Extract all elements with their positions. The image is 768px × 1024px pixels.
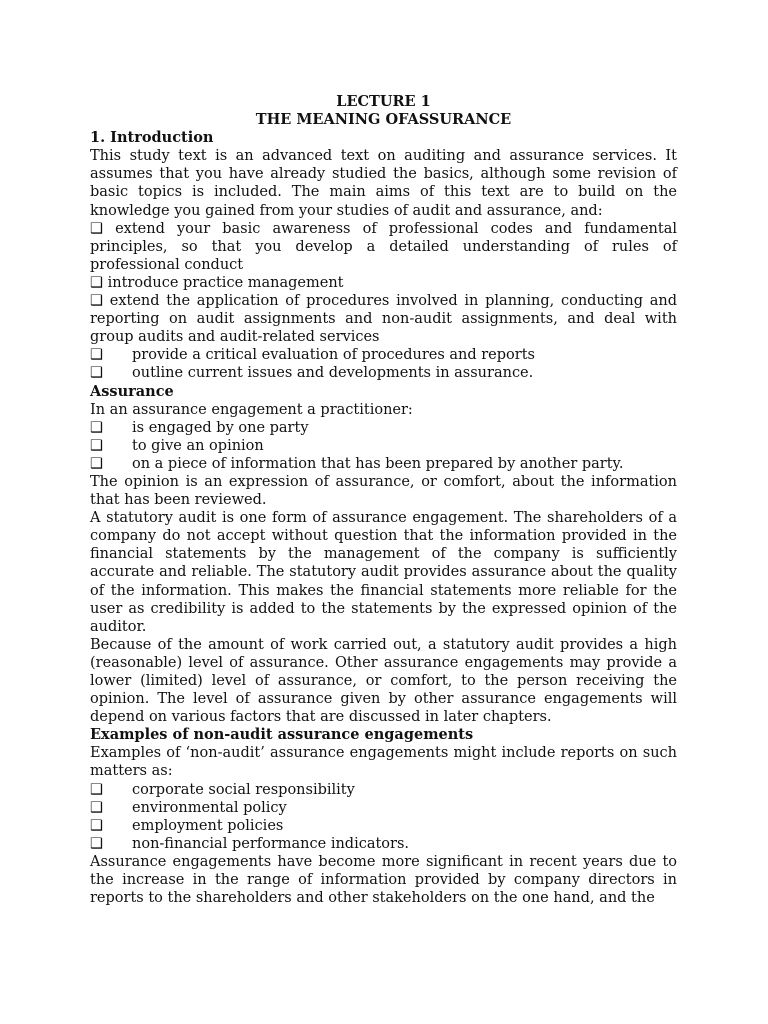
example-item-text: corporate social responsibility: [132, 781, 355, 798]
checkbox-bullet-icon: ❑: [90, 347, 103, 364]
checkbox-bullet-icon: ❑: [90, 419, 103, 436]
aim-item: [90, 346, 677, 364]
aim-item: [90, 220, 677, 274]
examples-heading: Examples of non-audit assurance engagements: [90, 726, 474, 744]
aim-text: provide a critical evaluation of procedures and reports: [132, 347, 535, 364]
aim-text: outline current issues and developments in assurance.: [132, 365, 534, 382]
introduction-paragraph: This study text is an advanced text on auditing and assurance services. It assumes that you have already studied the basics, although some revision of basic topics is included. The main aims of this text are to build on the knowledge you gained from your studies of audit and assurance, and:: [90, 148, 677, 219]
document-page: [90, 93, 677, 907]
example-item-text: non-financial performance indicators.: [132, 835, 410, 852]
examples-lead: Examples of ‘non-audit’ assurance engagements might include reports on such matters as:: [90, 745, 677, 780]
checkbox-bullet-icon: ❑: [90, 437, 103, 454]
example-item: [90, 799, 677, 817]
example-item: [90, 781, 677, 799]
checkbox-bullet-icon: ❑: [90, 817, 103, 834]
aim-item: [90, 274, 677, 292]
aim-item: [90, 292, 677, 346]
example-item: [90, 817, 677, 835]
assurance-level-paragraph: Because of the amount of work carried out, a statutory audit provides a high (reasonable) level of assurance. Other assurance engagements may provide a lower (limited) level of assurance, or comfort, to the person receiving the opinion. The level of assurance given by other assurance engagements will depend on various factors that are discussed in later chapters.: [90, 636, 677, 726]
aim-item: [90, 364, 677, 382]
checkbox-bullet-icon: ❑: [90, 835, 103, 852]
example-item-text: employment policies: [132, 817, 284, 834]
lecture-number: LECTURE 1: [336, 93, 431, 110]
assurance-item: [90, 437, 677, 455]
assurance-item-text: is engaged by one party: [132, 419, 309, 436]
document-title: THE MEANING OFASSURANCE: [255, 111, 512, 129]
final-paragraph: Assurance engagements have become more significant in recent years due to the increase in the range of information provided by company directors in reports to the shareholders and other stakeholders on the one hand, and the: [90, 853, 677, 907]
checkbox-bullet-icon: ❑: [90, 293, 103, 310]
assurance-heading: Assurance: [90, 382, 174, 400]
example-item: [90, 835, 677, 853]
introduction-heading: 1. Introduction: [90, 129, 214, 147]
assurance-item-text: to give an opinion: [132, 437, 264, 454]
aim-text: extend the application of procedures involved in planning, conducting and reporting on audit assignments and non-audit assignments, and deal with group audits and audit-related services: [90, 293, 678, 346]
checkbox-bullet-icon: ❑: [90, 799, 103, 816]
checkbox-bullet-icon: ❑: [90, 781, 103, 798]
checkbox-bullet-icon: ❑: [90, 455, 103, 472]
assurance-item: [90, 455, 677, 473]
opinion-paragraph: The opinion is an expression of assurance, or comfort, about the information that has been reviewed.: [90, 473, 677, 509]
statutory-audit-paragraph: A statutory audit is one form of assurance engagement. The shareholders of a company do not accept without question that the information provided in the financial statements by the management of the company is sufficiently accurate and reliable. The statutory audit provides assurance about the quality of the information. This makes the financial statements more reliable for the user as credibility is added to the statements by the expressed opinion of the auditor.: [90, 510, 677, 635]
checkbox-bullet-icon: ❑: [90, 220, 103, 237]
assurance-lead: In an assurance engagement a practitioner:: [90, 401, 413, 418]
checkbox-bullet-icon: ❑: [90, 365, 103, 382]
example-item-text: environmental policy: [132, 799, 287, 816]
assurance-item: [90, 419, 677, 437]
aim-text: extend your basic awareness of professional codes and fundamental principles, so that you develop a detailed understanding of rules of professional conduct: [90, 220, 677, 273]
aim-text: introduce practice management: [107, 274, 344, 291]
assurance-item-text: on a piece of information that has been prepared by another party.: [132, 455, 624, 472]
checkbox-bullet-icon: ❑: [90, 274, 103, 291]
